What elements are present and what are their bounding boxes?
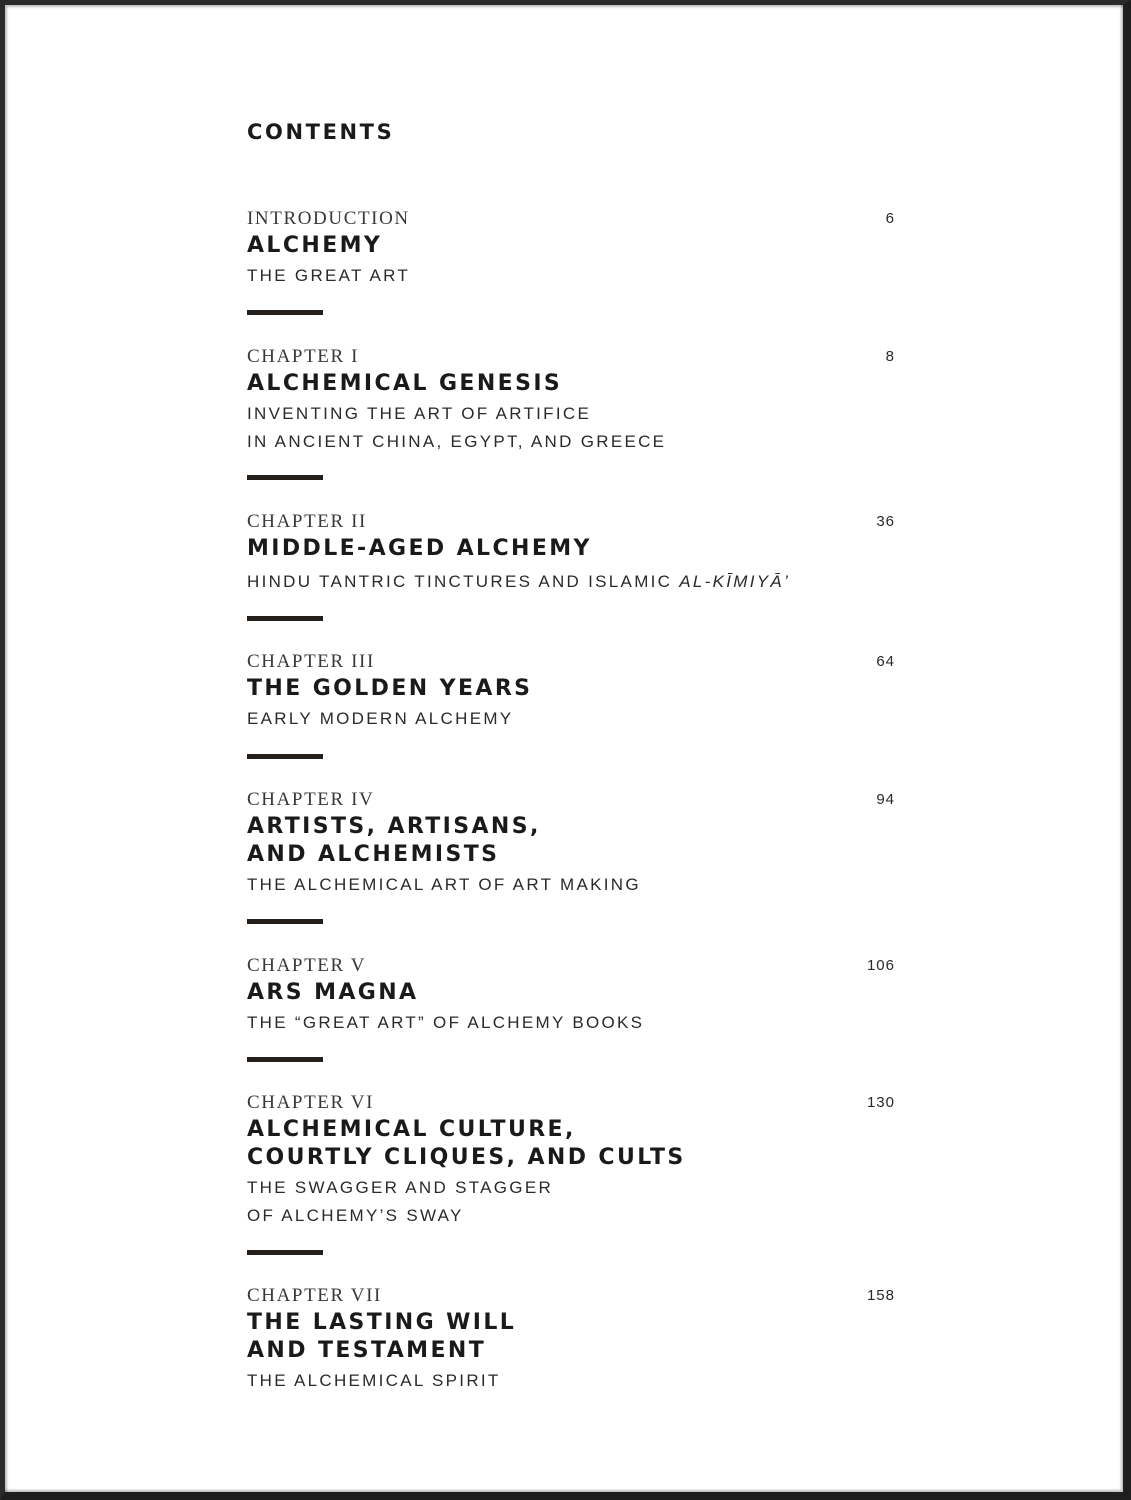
toc-entry-chapter-3[interactable] [247,651,895,733]
page-number: 36 [876,513,895,530]
entry-subtitle-line: THE “GREAT ART” OF ALCHEMY BOOKS [247,1013,645,1032]
entry-title-line: ARTISTS, ARTISANS, [247,814,541,839]
entry-title-line: ALCHEMY [247,233,383,258]
divider-rule [247,310,323,315]
page-number: 158 [866,1287,895,1304]
page-number: 64 [876,653,895,670]
entry-subtitle [247,1174,895,1230]
entry-subtitle-line: THE SWAGGER AND STAGGER [247,1178,554,1197]
divider-rule [247,1057,323,1062]
entry-subtitle [247,400,895,456]
entry-subtitle-line: IN ANCIENT CHINA, EGYPT, AND GREECE [247,432,667,451]
entry-subtitle-line: EARLY MODERN ALCHEMY [247,709,514,728]
entry-title-line: AND TESTAMENT [247,1338,487,1363]
entry-subtitle-line: THE ALCHEMICAL SPIRIT [247,1371,501,1390]
entry-title [247,1309,895,1365]
toc-entry-chapter-6[interactable] [247,1092,895,1230]
entry-subtitle [247,871,895,899]
entry-label: CHAPTER VI [247,1092,375,1113]
toc-entry-chapter-4[interactable] [247,789,895,899]
entry-label: CHAPTER V [247,955,367,976]
toc-entry-chapter-1[interactable] [247,346,895,456]
entry-label: INTRODUCTION [247,208,410,229]
toc-entry-chapter-2[interactable] [247,511,895,596]
entry-subtitle [247,262,895,290]
entry-label: CHAPTER I [247,346,360,367]
toc-entry-chapter-7[interactable] [247,1285,895,1395]
entry-subtitle-line: INVENTING THE ART OF ARTIFICE [247,404,592,423]
entry-subtitle-line: OF ALCHEMY’S SWAY [247,1206,464,1225]
entry-subtitle [247,1009,895,1037]
entry-title [247,535,895,563]
entry-title [247,813,895,869]
contents-heading: CONTENTS [247,120,395,144]
entry-title-line: ALCHEMICAL GENESIS [247,371,563,396]
entry-subtitle-line: THE ALCHEMICAL ART OF ART MAKING [247,875,641,894]
entry-title-line: THE LASTING WILL [247,1310,517,1335]
entry-subtitle [247,568,895,596]
divider-rule [247,919,323,924]
divider-rule [247,475,323,480]
toc-entry-chapter-5[interactable] [247,955,895,1037]
entry-title [247,232,895,260]
divider-rule [247,754,323,759]
entry-subtitle [247,1367,895,1395]
entry-title [247,979,895,1007]
page-number: 8 [885,348,895,365]
entry-subtitle [247,705,895,733]
entry-subtitle-italic: AL-KĪMIYĀ’ [679,572,791,591]
entry-title [247,370,895,398]
entry-title-line: THE GOLDEN YEARS [247,676,533,701]
page-number: 6 [885,210,895,227]
entry-title-line: COURTLY CLIQUES, AND CULTS [247,1145,686,1170]
entry-title-line: AND ALCHEMISTS [247,842,500,867]
entry-label: CHAPTER III [247,651,375,672]
entry-label: CHAPTER VII [247,1285,382,1306]
entry-subtitle-text: HINDU TANTRIC TINCTURES AND ISLAMIC [247,572,680,591]
page-number: 106 [866,957,895,974]
entry-label: CHAPTER II [247,511,367,532]
divider-rule [247,1250,323,1255]
page-number: 94 [876,791,895,808]
divider-rule [247,616,323,621]
entry-title-line: MIDDLE-AGED ALCHEMY [247,536,592,561]
entry-title-line: ALCHEMICAL CULTURE, [247,1117,576,1142]
entry-subtitle-line: THE GREAT ART [247,266,411,285]
toc-entry-introduction[interactable] [247,208,895,290]
entry-title-line: ARS MAGNA [247,980,419,1005]
page-number: 130 [866,1094,895,1111]
entry-title [247,675,895,703]
entry-title [247,1116,895,1172]
entry-label: CHAPTER IV [247,789,375,810]
